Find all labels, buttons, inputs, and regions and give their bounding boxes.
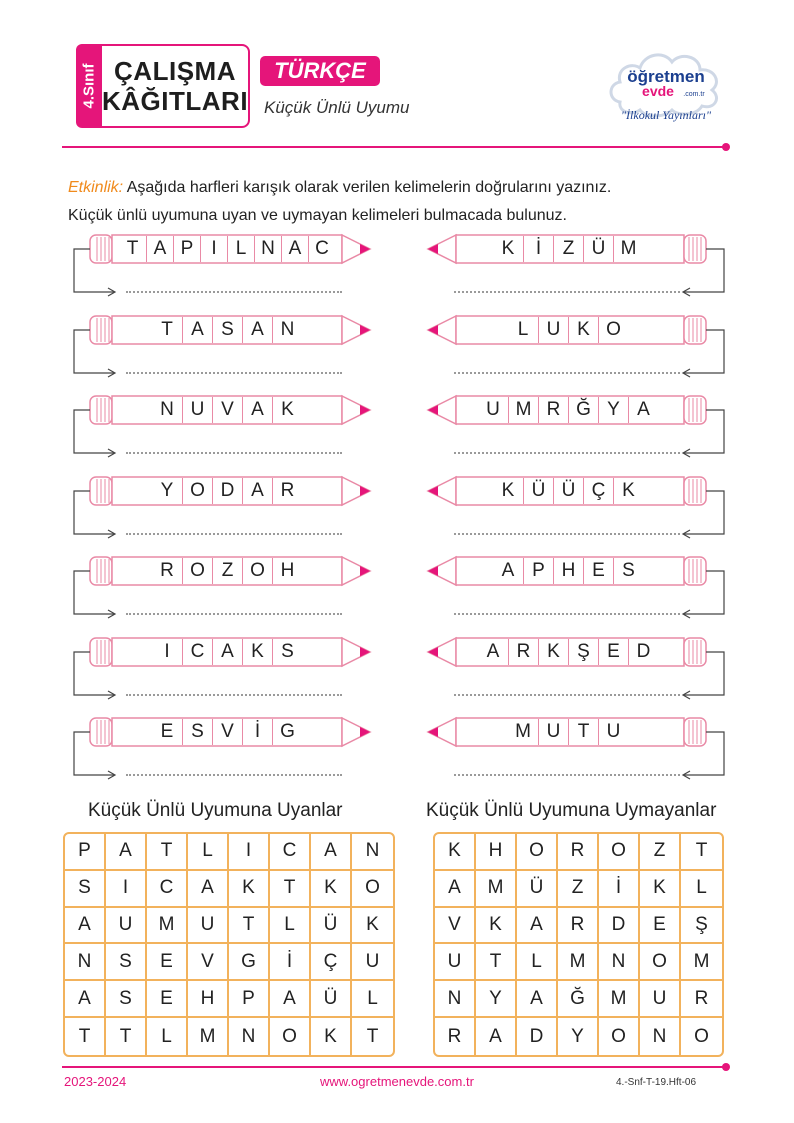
letter-cell: Z: [212, 558, 242, 584]
letter-cell: L: [227, 236, 254, 262]
grid-cell[interactable]: A: [65, 908, 106, 945]
pencil-puzzle-right-6: [428, 637, 728, 667]
pencil-puzzle-left-7: [70, 717, 370, 747]
grid-cell[interactable]: K: [435, 834, 476, 871]
grid-cell[interactable]: T: [65, 1018, 106, 1055]
letter-cells: [508, 317, 628, 343]
activity-label: Etkinlik:: [68, 179, 124, 196]
grid-cell[interactable]: I: [229, 834, 270, 871]
grid-cell[interactable]: A: [65, 981, 106, 1018]
grid-cell[interactable]: V: [188, 944, 229, 981]
grid-cell[interactable]: N: [65, 944, 106, 981]
grid-cell[interactable]: A: [476, 1018, 517, 1055]
grid-cell[interactable]: Ğ: [558, 981, 599, 1018]
grid-cell[interactable]: K: [311, 871, 352, 908]
letter-cell: H: [553, 558, 583, 584]
footer-divider: [62, 1066, 727, 1068]
pencil-puzzle-right-7: [428, 717, 728, 747]
pencil-puzzle-right-4: [428, 476, 728, 506]
grid-cell[interactable]: N: [599, 944, 640, 981]
grid-cell[interactable]: D: [517, 1018, 558, 1055]
grid-cell[interactable]: M: [476, 871, 517, 908]
letter-cell: P: [523, 558, 553, 584]
instruction-line-1: Aşağıda harfleri karışık olarak verilen kelimelerin doğrularını yazınız.: [123, 179, 612, 196]
header-divider: [62, 146, 727, 148]
letter-cell: Ğ: [568, 397, 598, 423]
letter-cell: R: [160, 560, 174, 581]
pencil-puzzle-left-6: [70, 637, 370, 667]
wordsearch-left-grid: [63, 832, 395, 1057]
answer-line[interactable]: [454, 372, 680, 374]
answer-line[interactable]: [126, 613, 342, 615]
letter-cell: K: [568, 317, 598, 343]
grid-cell[interactable]: O: [352, 871, 393, 908]
answer-line[interactable]: [454, 774, 680, 776]
pencil-puzzle-right-2: [428, 315, 728, 345]
publisher-logo: [606, 40, 726, 128]
letter-cells: [493, 236, 643, 262]
grid-cell[interactable]: İ: [599, 871, 640, 908]
grid-cell[interactable]: O: [694, 1025, 709, 1047]
grid-cell[interactable]: N: [352, 834, 393, 871]
grid-cell[interactable]: Ü: [517, 871, 558, 908]
grid-cell[interactable]: Ü: [311, 981, 352, 1018]
grid-cell[interactable]: O: [270, 1018, 311, 1055]
letter-cell: Ş: [568, 639, 598, 665]
grid-cell[interactable]: T: [147, 834, 188, 871]
grid-cell[interactable]: U: [352, 944, 393, 981]
grid-cell[interactable]: P: [65, 834, 106, 871]
instructions: [68, 174, 728, 230]
letter-cell: Ç: [583, 478, 613, 504]
grid-cell[interactable]: K: [476, 908, 517, 945]
letter-cell: A: [182, 317, 212, 343]
grid-cell[interactable]: R: [558, 834, 599, 871]
subject-badge: TÜRKÇE: [260, 56, 380, 86]
letter-cell: N: [160, 399, 174, 420]
letter-cell: S: [613, 558, 643, 584]
grid-cell[interactable]: U: [106, 908, 147, 945]
letter-cell: D: [212, 478, 242, 504]
grid-cell[interactable]: U: [640, 981, 681, 1018]
letter-cells: [152, 478, 302, 504]
letter-cells: [493, 558, 643, 584]
topic-subtitle: Küçük Ünlü Uyumu: [264, 98, 410, 117]
grid-cell[interactable]: N: [229, 1018, 270, 1055]
grid-cell[interactable]: V: [435, 908, 476, 945]
instruction-line-2: Küçük ünlü uyumuna uyan ve uymayan kelimeleri bulmacada bulunuz.: [68, 207, 567, 224]
grid-cell[interactable]: C: [270, 834, 311, 871]
answer-line[interactable]: [126, 452, 342, 454]
letter-cell: U: [486, 399, 500, 420]
grid-cell[interactable]: S: [65, 871, 106, 908]
answer-line[interactable]: [126, 774, 342, 776]
grid-cell[interactable]: P: [229, 981, 270, 1018]
footer-website[interactable]: www.ogretmenevde.com.tr: [320, 1074, 474, 1089]
answer-line[interactable]: [126, 533, 342, 535]
logo-word-evde: evde: [642, 83, 674, 99]
pencil-puzzle-left-5: [70, 556, 370, 586]
letter-cell: M: [508, 397, 538, 423]
wordsearch-right-title: Küçük Ünlü Uyumuna Uymayanlar: [426, 800, 717, 821]
grid-cell[interactable]: K: [352, 908, 393, 945]
pencil-puzzle-left-3: [70, 395, 370, 425]
letter-cells: [508, 719, 628, 745]
letter-cell: S: [212, 317, 242, 343]
grid-cell[interactable]: L: [517, 944, 558, 981]
letter-cell: R: [538, 397, 568, 423]
letter-cell: G: [272, 719, 302, 745]
answer-line[interactable]: [454, 291, 680, 293]
letter-cell: I: [164, 640, 170, 662]
answer-line[interactable]: [126, 372, 342, 374]
grid-cell[interactable]: O: [640, 944, 681, 981]
letter-cell: E: [583, 558, 613, 584]
answer-line[interactable]: [454, 452, 680, 454]
letter-cell: H: [272, 558, 302, 584]
pencil-puzzle-right-5: [428, 556, 728, 586]
letter-cell: K: [242, 639, 272, 665]
letter-cell: L: [517, 318, 529, 340]
letter-cell: O: [242, 558, 272, 584]
letter-cell: K: [272, 397, 302, 423]
grid-cell[interactable]: E: [147, 944, 188, 981]
grid-cell[interactable]: A: [311, 834, 352, 871]
grid-cell[interactable]: E: [640, 908, 681, 945]
letter-cell: A: [212, 639, 242, 665]
grid-cell[interactable]: Ş: [681, 908, 722, 945]
grid-cell[interactable]: S: [106, 944, 147, 981]
letter-cell: S: [272, 639, 302, 665]
letter-cell: U: [182, 397, 212, 423]
letter-cell: Y: [160, 479, 174, 501]
grid-cell[interactable]: L: [681, 871, 722, 908]
letter-cell: K: [501, 479, 515, 501]
letter-cell: Y: [598, 397, 628, 423]
letter-cell: O: [182, 558, 212, 584]
title-line-1: ÇALIŞMA: [114, 56, 236, 86]
grid-cell[interactable]: K: [640, 871, 681, 908]
letter-cell: S: [182, 719, 212, 745]
grid-cell[interactable]: H: [476, 834, 517, 871]
grid-cell[interactable]: R: [435, 1018, 476, 1055]
logo-domain: .com.tr: [683, 91, 705, 98]
title-line-2: KÂĞITLARI: [102, 86, 249, 116]
letter-cell: A: [242, 478, 272, 504]
grid-cell[interactable]: T: [229, 908, 270, 945]
letter-cells: [152, 317, 302, 343]
letter-cell: A: [242, 397, 272, 423]
answer-line[interactable]: [454, 694, 680, 696]
grid-cell[interactable]: O: [599, 834, 640, 871]
grid-cell[interactable]: T: [106, 1018, 147, 1055]
grid-cell[interactable]: Z: [640, 834, 681, 871]
grid-cell[interactable]: I: [106, 871, 147, 908]
grid-cell[interactable]: D: [599, 908, 640, 945]
grid-cell[interactable]: L: [270, 908, 311, 945]
grid-cell[interactable]: N: [435, 981, 476, 1018]
letter-cell: N: [272, 317, 302, 343]
wordsearch-left-title: Küçük Ünlü Uyumuna Uyanlar: [88, 800, 343, 821]
letter-cell: T: [568, 719, 598, 745]
grid-cell[interactable]: T: [681, 834, 722, 871]
grid-cell[interactable]: M: [599, 981, 640, 1018]
letter-cell: K: [538, 639, 568, 665]
letter-cell: A: [146, 236, 173, 262]
letter-cell: P: [173, 236, 200, 262]
letter-cell: T: [161, 318, 173, 340]
grid-cell[interactable]: U: [188, 908, 229, 945]
grid-cell[interactable]: O: [517, 834, 558, 871]
letter-cell: E: [160, 721, 174, 742]
grade-label: 4.Sınıf: [80, 63, 98, 109]
grid-cell[interactable]: M: [558, 944, 599, 981]
letter-cell: M: [613, 236, 643, 262]
grid-cell[interactable]: T: [366, 1025, 379, 1047]
letter-cells: [152, 558, 302, 584]
grid-cell[interactable]: L: [352, 981, 393, 1018]
letter-cell: I: [200, 236, 227, 262]
wordsearch-right-grid: [433, 832, 724, 1057]
letter-cell: O: [182, 478, 212, 504]
grid-cell[interactable]: R: [681, 981, 722, 1018]
letter-cell: V: [212, 719, 242, 745]
letter-cell: V: [212, 397, 242, 423]
grid-cell[interactable]: M: [681, 944, 722, 981]
grid-cell[interactable]: M: [188, 1018, 229, 1055]
grid-cell[interactable]: A: [188, 871, 229, 908]
letter-cell: Ü: [553, 478, 583, 504]
letter-cells: [152, 639, 302, 665]
grid-cell[interactable]: O: [599, 1018, 640, 1055]
letter-cells: [152, 719, 302, 745]
letter-cells: [478, 397, 658, 423]
letter-cell: T: [126, 238, 139, 259]
pencil-puzzle-left-1: [70, 234, 370, 264]
letter-cell: Ü: [583, 236, 613, 262]
letter-cell: U: [598, 719, 628, 745]
letter-cells: [152, 397, 302, 423]
grid-cell[interactable]: H: [188, 981, 229, 1018]
grid-cell[interactable]: A: [517, 981, 558, 1018]
letter-cell: R: [272, 478, 302, 504]
pencil-puzzle-left-2: [70, 315, 370, 345]
grid-cell[interactable]: L: [188, 834, 229, 871]
footer-code: 4.-Snf-T-19.Hft-06: [616, 1077, 697, 1088]
grid-cell[interactable]: R: [558, 908, 599, 945]
grid-cell[interactable]: Ç: [311, 944, 352, 981]
letter-cell: Z: [553, 236, 583, 262]
grid-cell[interactable]: G: [229, 944, 270, 981]
letter-cell: A: [486, 640, 500, 662]
letter-cells: [493, 478, 643, 504]
answer-line[interactable]: [126, 291, 342, 293]
letter-cell: N: [254, 236, 281, 262]
pencil-puzzle-right-3: [428, 395, 728, 425]
letter-cell: E: [598, 639, 628, 665]
letter-cell: A: [242, 317, 272, 343]
grid-cell[interactable]: T: [476, 944, 517, 981]
grid-cell[interactable]: U: [435, 944, 476, 981]
grid-cell[interactable]: Y: [476, 981, 517, 1018]
letter-cell: U: [538, 719, 568, 745]
footer-year: 2023-2024: [64, 1074, 127, 1089]
letter-cell: M: [515, 721, 531, 742]
logo-word-ogretmen: öğretmen: [627, 67, 705, 86]
grid-cell[interactable]: A: [106, 834, 147, 871]
grid-cell[interactable]: E: [147, 981, 188, 1018]
letter-cell: U: [538, 317, 568, 343]
letter-cells: [119, 236, 335, 262]
letter-cell: İ: [523, 236, 553, 262]
letter-cell: C: [308, 236, 335, 262]
letter-cell: K: [501, 238, 515, 259]
letter-cell: K: [613, 478, 643, 504]
letter-cell: R: [508, 639, 538, 665]
letter-cell: O: [598, 317, 628, 343]
grid-cell[interactable]: N: [640, 1018, 681, 1055]
letter-cell: A: [628, 397, 658, 423]
letter-cell: C: [182, 639, 212, 665]
grid-cell[interactable]: Y: [558, 1018, 599, 1055]
answer-line[interactable]: [454, 613, 680, 615]
letter-cell: Ü: [523, 478, 553, 504]
answer-line[interactable]: [126, 694, 342, 696]
grid-cell[interactable]: İ: [270, 944, 311, 981]
grid-cell[interactable]: A: [270, 981, 311, 1018]
grid-cell[interactable]: T: [270, 871, 311, 908]
grid-cell[interactable]: S: [106, 981, 147, 1018]
letter-cells: [478, 639, 658, 665]
pencil-puzzle-left-4: [70, 476, 370, 506]
grid-cell[interactable]: Ü: [311, 908, 352, 945]
grid-cell[interactable]: A: [435, 871, 476, 908]
grid-cell[interactable]: K: [311, 1018, 352, 1055]
answer-line[interactable]: [454, 533, 680, 535]
letter-cell: A: [281, 236, 308, 262]
letter-cell: D: [628, 639, 658, 665]
grade-tab: [76, 44, 102, 128]
grid-cell[interactable]: L: [147, 1018, 188, 1055]
grid-cell[interactable]: M: [147, 908, 188, 945]
logo-tagline: "İlkokul Yayınları": [621, 108, 711, 122]
pencil-puzzle-right-1: [428, 234, 728, 264]
grid-cell[interactable]: K: [229, 871, 270, 908]
grid-cell[interactable]: A: [517, 908, 558, 945]
letter-cell: A: [501, 560, 515, 581]
letter-cell: İ: [242, 719, 272, 745]
grid-cell[interactable]: Z: [558, 871, 599, 908]
worksheet-title: [100, 44, 250, 128]
grid-cell[interactable]: C: [147, 871, 188, 908]
